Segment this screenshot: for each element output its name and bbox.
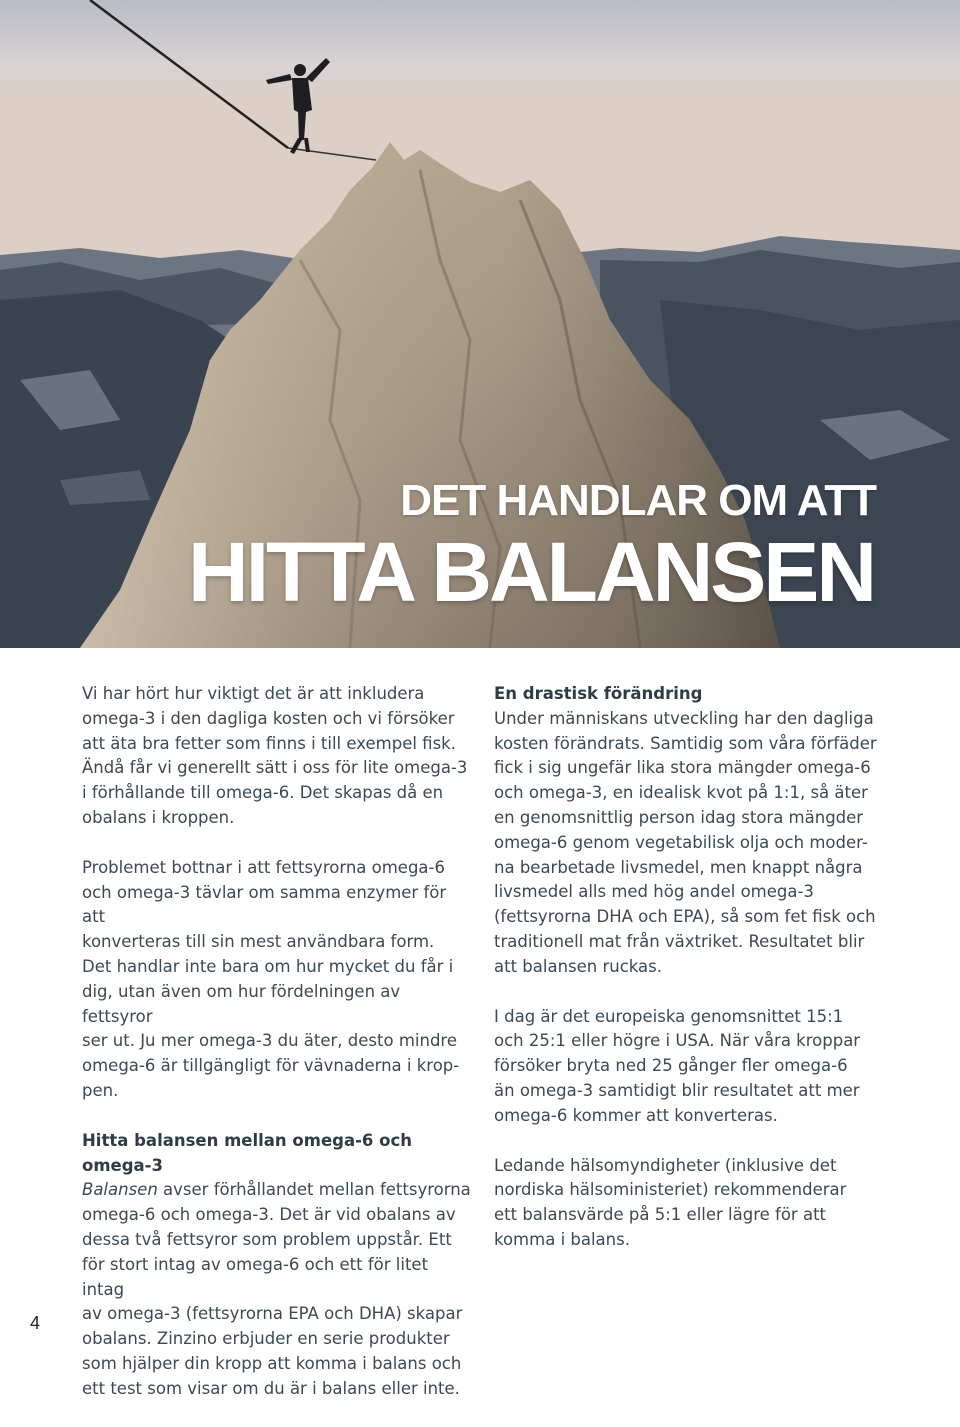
left-paragraph-2: Problemet bottnar i att fettsyrorna omega-6 och omega-3 tävlar om samma enzymer för att konverteras till sin mest användbara form. Det handlar inte bara om hur mycket du får i dig, utan även om hur fördelningen av fettsyror ser ut. Ju mer omega-3 du äter, desto mindre omega-6 är tillgängligt för vävnaderna i krop- pen. [82,857,460,1100]
left-paragraph-3-text: avser förhållandet mellan fettsyrorna omega-6 och omega-3. Det är vid obalans av dessa två fettsyror som problem uppstår. Ett för stort intag av omega-6 och ett för litet intag av omega-3 (fettsyrorna EPA och DHA) skapar obalans. Zinzino erbjuder en serie produkter som hjälper din kropp att komma i balans och ett test som visar om du är i balans eller inte. [82,1180,471,1398]
headline-line2: HITTA BALANSEN [188,525,874,619]
right-paragraph-1: Under människans utveckling har den dagliga kosten förändrats. Samtidig som våra förfäder fick i sig ungefär lika stora mängder omega-6 och omega-3, en idealisk kvot på 1:1, så äter en genomsnittlig person idag stora mängder omega-6 genom vegetabilisk olja och moder- na bearbetade livsmedel, men knappt några livsmedel alls med hög andel omega-3 (fettsyrorna DHA och EPA), så som fet fisk och traditionell mat från växtriket. Resultatet blir att balansen ruckas. [494,708,877,976]
right-paragraph-2: I dag är det europeiska genomsnittet 15:1 och 25:1 eller högre i USA. När våra kroppar försöker bryta ned 25 gånger fler omega-6 än omega-3 samtidigt blir resultatet att mer omega-6 kommer att konverteras. [494,1006,861,1125]
left-column [82,682,474,1427]
hero-image [0,0,960,648]
right-paragraph-3: Ledande hälsomyndigheter (inklusive det nordiska hälsoministeriet) rekommenderar ett balansvärde på 5:1 eller lägre för att komma i balans. [494,1155,847,1249]
left-paragraph-3 [82,1178,474,1401]
right-heading: En drastisk förändring [494,684,703,703]
page-number: 4 [30,1313,41,1333]
left-paragraph-1: Vi har hört hur viktigt det är att inkludera omega-3 i den dagliga kosten och vi försöker att äta bra fetter som finns i till exempel fisk. Ändå får vi generellt sätt i oss för lite omega-3 i förhållande till omega-6. Det skapas då en obalans i kroppen. [82,684,468,827]
right-column [494,682,894,1278]
balansen-term: Balansen [82,1180,158,1200]
left-heading: Hitta balansen mellan omega-6 och omega-3 [82,1130,413,1175]
headline-line1: DET HANDLAR OM ATT [400,476,876,525]
